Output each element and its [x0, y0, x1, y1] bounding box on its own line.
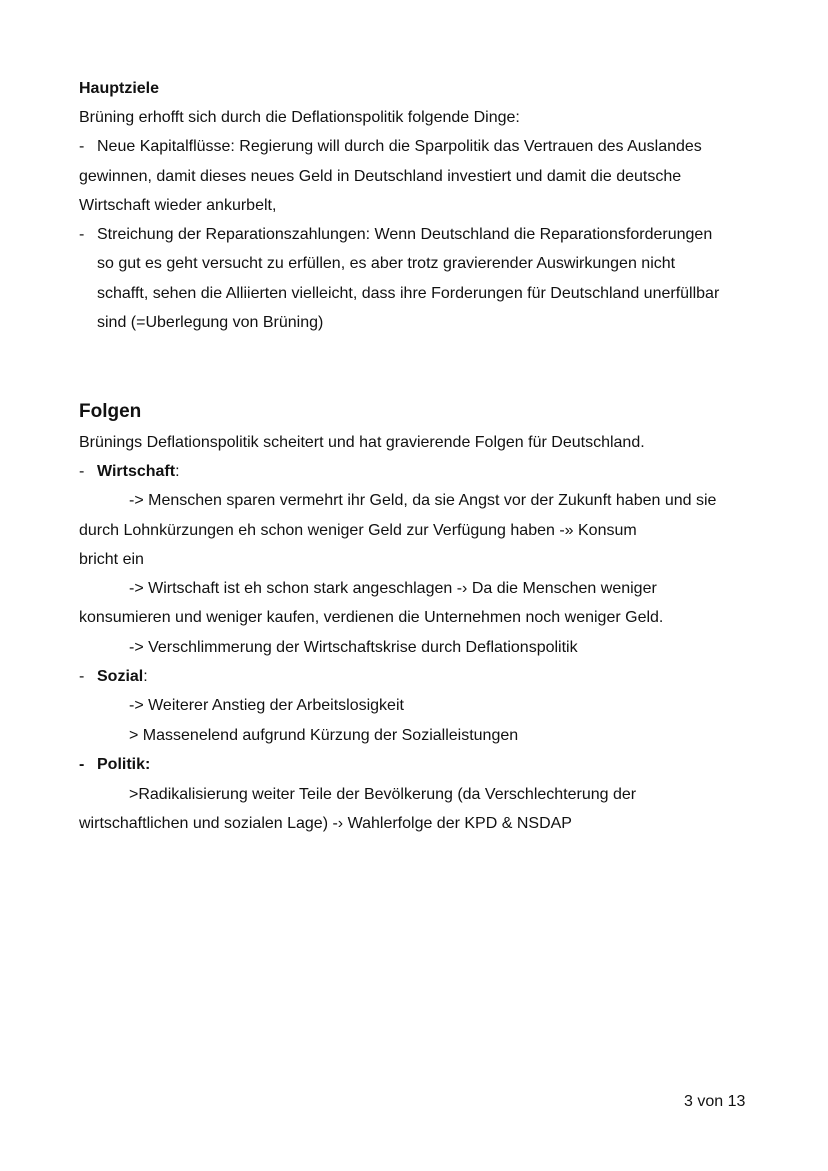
section-heading-folgen: Folgen	[79, 401, 142, 422]
bullet-dash: -	[79, 138, 85, 155]
bullet-dash: -	[79, 226, 85, 243]
page-number: 3 von 13	[684, 1093, 746, 1110]
consequence-line: > Massenelend aufgrund Kürzung der Sozialleistungen	[129, 727, 519, 744]
bullet-line: Streichung der Reparationszahlungen: Wenn Deutschland die Reparationsforderungen	[97, 226, 713, 243]
subheading-wirtschaft	[97, 463, 180, 481]
subheading-colon: :	[175, 463, 180, 480]
consequence-line: konsumieren und weniger kaufen, verdienen die Unternehmen noch weniger Geld.	[79, 609, 664, 626]
bullet-dash: -	[79, 463, 85, 480]
consequence-line: -> Weiterer Anstieg der Arbeitslosigkeit	[129, 697, 404, 714]
bullet-line: Wirtschaft wieder ankurbelt,	[79, 197, 277, 214]
section-intro: Brünings Deflationspolitik scheitert und hat gravierende Folgen für Deutschland.	[79, 434, 645, 451]
bullet-line: sind (=Uberlegung von Brüning)	[97, 314, 324, 331]
bullet-line: Neue Kapitalflüsse: Regierung will durch die Sparpolitik das Vertrauen des Auslandes	[97, 138, 702, 155]
bullet-line: so gut es geht versucht zu erfüllen, es aber trotz gravierender Auswirkungen nicht	[97, 255, 676, 272]
consequence-line: bricht ein	[79, 551, 144, 568]
consequence-line: -> Menschen sparen vermehrt ihr Geld, da sie Angst vor der Zukunft haben und sie	[129, 492, 717, 509]
consequence-line: -> Wirtschaft ist eh schon stark angeschlagen -› Da die Menschen weniger	[129, 580, 657, 597]
subheading-politik: Politik:	[97, 756, 151, 773]
section-heading-hauptziele: Hauptziele	[79, 80, 160, 97]
consequence-line: durch Lohnkürzungen eh schon weniger Geld zur Verfügung haben -» Konsum	[79, 522, 637, 539]
consequence-line: wirtschaftlichen und sozialen Lage) -› Wahlerfolge der KPD & NSDAP	[79, 815, 572, 832]
subheading-sozial	[97, 668, 148, 686]
bullet-dash: -	[79, 668, 85, 685]
consequence-line: -> Verschlimmerung der Wirtschaftskrise durch Deflationspolitik	[129, 639, 578, 656]
subheading-colon: :	[143, 668, 148, 685]
bullet-line: gewinnen, damit dieses neues Geld in Deutschland investiert und damit die deutsche	[79, 168, 682, 185]
subheading-label: Sozial	[97, 668, 144, 685]
section-intro: Brüning erhofft sich durch die Deflationspolitik folgende Dinge:	[79, 109, 520, 126]
subheading-label: Wirtschaft	[97, 463, 176, 480]
bullet-dash: -	[79, 756, 85, 773]
bullet-line: schafft, sehen die Alliierten vielleicht, dass ihre Forderungen für Deutschland unerfüllbar	[97, 285, 720, 302]
consequence-line: >Radikalisierung weiter Teile der Bevölkerung (da Verschlechterung der	[129, 786, 637, 803]
